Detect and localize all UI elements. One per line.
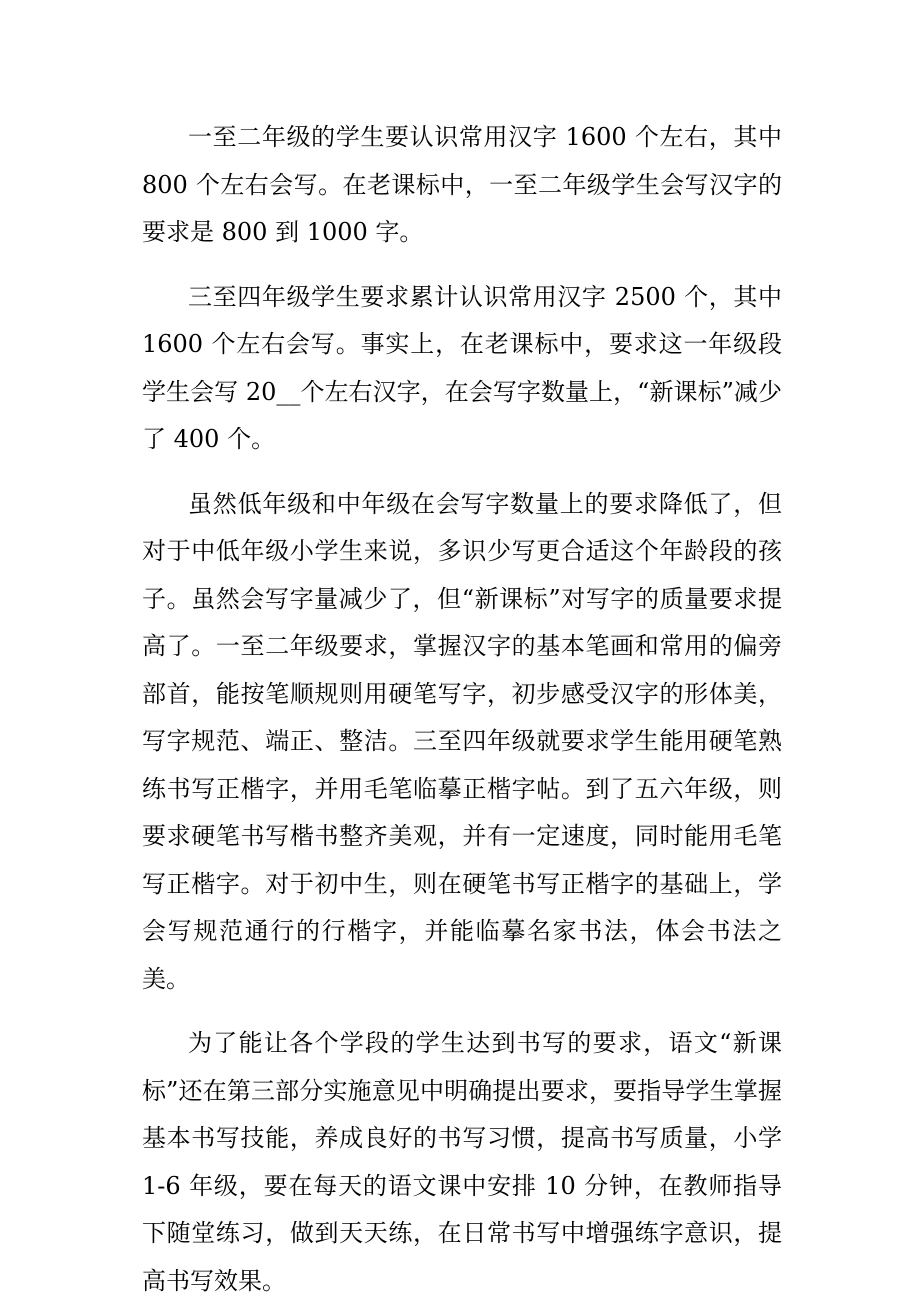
paragraph-1: 一至二年级的学生要认识常用汉字 1600 个左右，其中 800 个左右会写。在老课标中，一至二年级学生会写汉字的要求是 800 到 1000 字。 [142,123,782,246]
paragraph-3: 虽然低年级和中年级在会写字数量上的要求降低了，但对于中低年级小学生来说，多识少写更合适这个年龄段的孩子。虽然会写字量减少了，但“新课标”对写字的质量要求提高了。一至二年级要求，掌握汉字的基本笔画和常用的偏旁部首，能按笔顺规则用硬笔写字，初步感受汉字的形体美，写字规范、端正、整洁。三至四年级就要求学生能用硬笔熟练书写正楷字，并用毛笔临摹正楷字帖。到了五六年级，则要求硬笔书写楷书整齐美观，并有一定速度，同时能用毛笔写正楷字。对于初中生，则在硬笔书写正楷字的基础上，学会写规范通行的行楷字，并能临摹名家书法，体会书法之美。 [142,489,782,993]
document-page [142,114,782,1305]
paragraph-4: 为了能让各个学段的学生达到书写的要求，语文“新课标”还在第三部分实施意见中明确提出要求，要指导学生掌握基本书写技能，养成良好的书写习惯，提高书写质量，小学 1-6 年级，要在每天的语文课中安排 10 分钟，在教师指导下随堂练习，做到天天练，在日常书写中增强练字意识，提高书写效果。 [142,1029,782,1295]
paragraph-2: 三至四年级学生要求累计认识常用汉字 2500 个，其中 1600 个左右会写。事实上，在老课标中，要求这一年级段学生会写 20__个左右汉字，在会写字数量上，“新课标”减少了 400 个。 [142,282,782,453]
